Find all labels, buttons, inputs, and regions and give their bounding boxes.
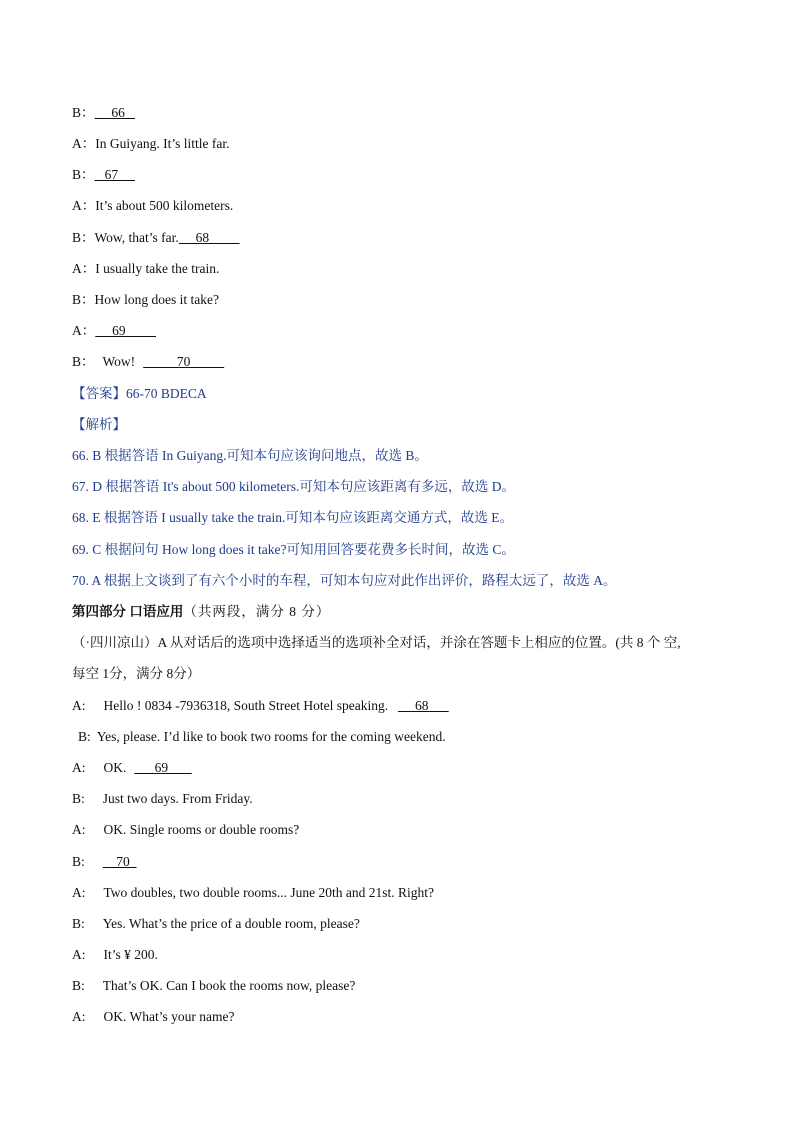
speaker-label: A: [72, 760, 86, 775]
speaker-label: A： [72, 198, 96, 213]
blank-69: 69 [95, 323, 156, 338]
instruction-line: 每空 1分，满分 8分） [72, 666, 201, 681]
blank-70: 70 [143, 354, 225, 369]
blank-68: 68 [178, 230, 240, 245]
dialogue-line [72, 197, 233, 215]
dialogue-line [72, 229, 240, 247]
dialogue-line [72, 915, 360, 933]
dialogue-line [72, 821, 299, 839]
speaker-label: A: [72, 698, 86, 713]
speaker-label: A: [72, 947, 86, 962]
line-text: That’s OK. Can I book the rooms now, please? [102, 978, 356, 993]
speaker-label: B： [72, 105, 95, 120]
line-text: It’s ¥ 200. [103, 947, 158, 962]
speaker-label: A: [72, 1009, 86, 1024]
analysis-item: 70. A 根据上文谈到了有六个小时的车程，可知本句应对此作出评价，路程太远了，故选 A。 [72, 573, 617, 588]
blank-70: 70 [102, 854, 137, 869]
speaker-label: B: [72, 978, 85, 993]
answer-text: 66-70 BDECA [126, 386, 207, 401]
dialogue-line [72, 884, 434, 902]
line-text: I usually take the train. [95, 261, 220, 276]
speaker-label: B： [72, 354, 95, 369]
dialogue-line [78, 728, 446, 746]
dialogue-line [72, 322, 156, 340]
line-text: Two doubles, two double rooms... June 20th and 21st. Right? [103, 885, 435, 900]
speaker-label: A： [72, 323, 96, 338]
line-text: Yes, please. I’d like to book two rooms for the coming weekend. [96, 729, 446, 744]
line-text: OK. What’s your name? [103, 1009, 235, 1024]
speaker-label: A： [72, 261, 96, 276]
speaker-label: B： [72, 167, 95, 182]
dialogue-line [72, 291, 219, 309]
blank-66: 66 [94, 105, 136, 120]
blank-69: 69 [134, 760, 192, 775]
speaker-label: A： [72, 136, 96, 151]
speaker-label: B: [72, 916, 85, 931]
line-text: It’s about 500 kilometers. [95, 198, 234, 213]
dialogue-line [72, 260, 219, 278]
dialogue-line [72, 759, 192, 777]
analysis-item: 69. C 根据问句 How long does it take?可知用回答要花费多长时间，故选 C。 [72, 542, 515, 557]
dialogue-line [72, 697, 449, 715]
speaker-label: A: [72, 822, 86, 837]
line-text: Wow! [102, 354, 136, 369]
blank-68: 68 [398, 698, 449, 713]
speaker-label: B: [72, 791, 85, 806]
line-text: Wow, that’s far. [94, 230, 179, 245]
dialogue-line [72, 977, 355, 995]
speaker-label: B： [72, 230, 95, 245]
line-text: OK. [103, 760, 127, 775]
line-text: OK. Single rooms or double rooms? [103, 822, 300, 837]
line-text: Hello ! 0834 -7936318, South Street Hotel speaking. [103, 698, 389, 713]
answer-line [72, 385, 207, 403]
dialogue-line [72, 946, 158, 964]
analysis-item: 66. B 根据答语 In Guiyang.可知本句应该询问地点，故选 B。 [72, 448, 428, 463]
line-text: Yes. What’s the price of a double room, please? [102, 916, 360, 931]
dialogue-line [72, 790, 253, 808]
blank-67: 67 [94, 167, 136, 182]
speaker-label: A: [72, 885, 86, 900]
section-heading-title: 第四部分 口语应用 [72, 604, 184, 619]
speaker-label: B： [72, 292, 95, 307]
analysis-label: 【解析】 [72, 417, 126, 432]
dialogue-line [72, 353, 224, 371]
section-heading-sub: （共两段，满分 8 分） [183, 604, 331, 619]
line-text: How long does it take? [94, 292, 219, 307]
speaker-label: B: [78, 729, 91, 744]
dialogue-line [72, 104, 135, 122]
analysis-item: 68. E 根据答语 I usually take the train.可知本句应该距离交通方式，故选 E。 [72, 510, 513, 525]
line-text: In Guiyang. It’s little far. [95, 136, 230, 151]
line-text: Just two days. From Friday. [102, 791, 253, 806]
dialogue-line [72, 166, 135, 184]
answer-label: 【答案】 [72, 386, 126, 401]
dialogue-line [72, 135, 229, 153]
instruction-line: （·四川凉山）A 从对话后的选项中选择适当的选项补全对话，并涂在答题卡上相应的位置。(共 8 个 空, [72, 635, 681, 650]
section-heading [72, 603, 330, 621]
analysis-item: 67. D 根据答语 It's about 500 kilometers.可知本句应该距离有多远，故选 D。 [72, 479, 516, 494]
dialogue-line [72, 1008, 234, 1026]
dialogue-line [72, 853, 137, 871]
speaker-label: B: [72, 854, 85, 869]
